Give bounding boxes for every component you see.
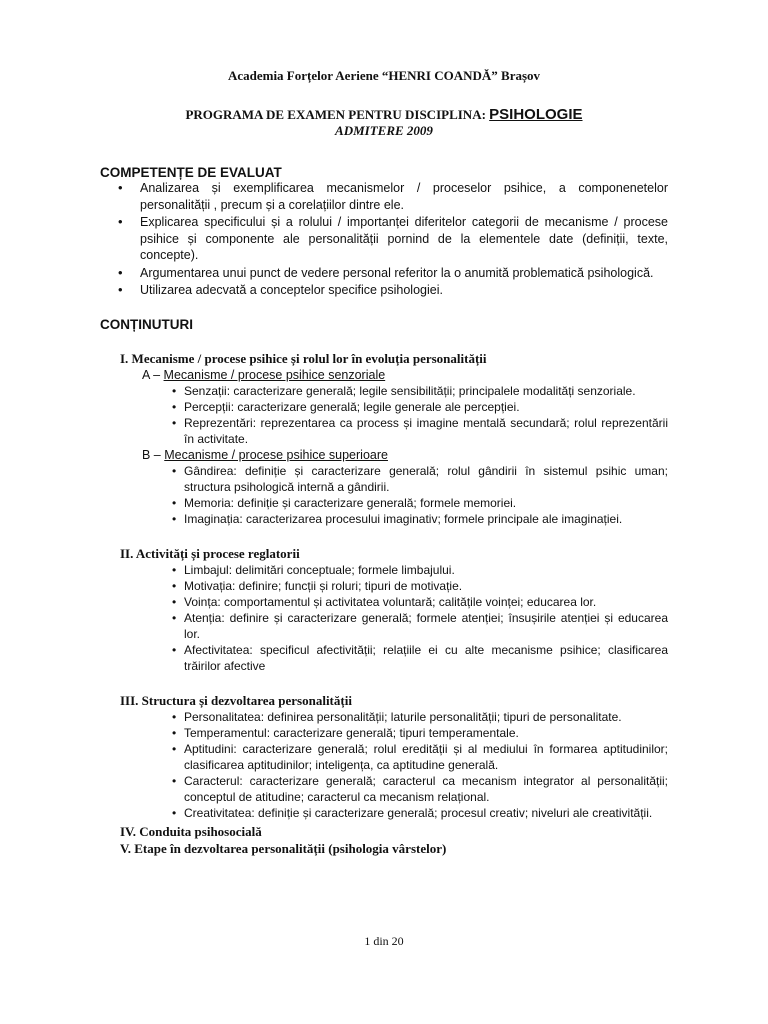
list-item: • Temperamentul: caracterizare generală; tipuri temperamentale. [184, 725, 668, 741]
competency-item: • Argumentarea unui punct de vedere personal referitor la o anumită problematică psihologică. [140, 265, 668, 282]
list-item: • Creativitatea: definiție și caracterizare generală; procesul creativ; niveluri ale creativității. [184, 805, 668, 821]
competencies-heading: COMPETENȚE DE EVALUAT [100, 165, 282, 180]
list-item: • Gândirea: definiție și caracterizare generală; rolul gândirii în sistemul psihic uman; structura psihologică internă a gândirii. [184, 463, 668, 495]
list-item: • Atenția: definire și caracterizare generală; formele atenției; însușirile atenției și educarea lor. [184, 610, 668, 642]
competency-item: • Analizarea și exemplificarea mecanismelor / proceselor psihice, a componenetelor personalității , precum și a corelațiilor dintre ele. [140, 180, 668, 213]
list-item: • Percepții: caracterizare generală; legile generale ale percepției. [184, 399, 668, 415]
chapter-2-list [100, 562, 668, 674]
chapter-5-title: V. Etape în dezvoltarea personalității (psihologia vârstelor) [120, 840, 447, 856]
chapter-4-title: IV. Conduita psihosocială [120, 823, 262, 839]
group-a-heading [142, 367, 668, 383]
admission-year: ADMITERE 2009 [335, 123, 433, 138]
list-item: • Senzații: caracterizare generală; legile sensibilității; principalele modalități senzoriale. [184, 383, 668, 399]
competency-item: • Utilizarea adecvată a conceptelor specifice psihologiei. [140, 282, 668, 299]
group-b-label: Mecanisme / procese psihice superioare [164, 447, 388, 462]
group-b-heading [142, 447, 668, 463]
list-item: • Motivația: definire; funcții și roluri; tipuri de motivație. [184, 578, 668, 594]
list-item: • Imaginația: caracterizarea procesului imaginativ; formele principale ale imaginației. [184, 511, 668, 527]
group-b-prefix: B – [142, 447, 165, 462]
list-item: • Reprezentări: reprezentarea ca process și imagine mentală secundară; rolul reprezentării în activitate. [184, 415, 668, 447]
group-a-list [100, 383, 668, 447]
list-item: • Personalitatea: definirea personalității; laturile personalității; tipuri de personalitate. [184, 709, 668, 725]
program-title-prefix: PROGRAMA DE EXAMEN PENTRU DISCIPLINA: [185, 107, 490, 122]
chapter-3-list [100, 709, 668, 821]
list-item: • Caracterul: caracterizare generală; caracterul ca mecanism integrator al personalității; conceptul de atitudine; caracterul ca mecanism relațional. [184, 773, 668, 805]
list-item: • Memoria: definiție și caracterizare generală; formele memoriei. [184, 495, 668, 511]
group-b-list [100, 463, 668, 527]
group-a-label: Mecanisme / procese psihice senzoriale [163, 367, 386, 382]
competency-item: • Explicarea specificului și a rolului / importanței diferitelor categorii de mecanisme / procese psihice și componente ale personalității pornind de la elementele date (definiții, texte, concepte). [140, 214, 668, 264]
institution-header: Academia Forțelor Aeriene “HENRI COANDĂ” Brașov [227, 68, 541, 83]
list-item: • Afectivitatea: specificul afectivității; relațiile ei cu alte mecanisme psihice; clasificarea trăirilor afective [184, 642, 668, 674]
subject-name: PSIHOLOGIE [489, 106, 583, 123]
list-item: • Voința: comportamentul și activitatea voluntară; calitățile voinței; educarea lor. [184, 594, 668, 610]
chapter-1-title: I. Mecanisme / procese psihice și rolul lor în evoluția personalității [120, 350, 487, 366]
page-number: 1 din 20 [364, 934, 404, 948]
chapter-3-title: III. Structura și dezvoltarea personalității [120, 692, 352, 708]
contents-heading: CONȚINUTURI [100, 316, 193, 332]
document-page [100, 60, 668, 857]
group-a-prefix: A – [142, 367, 164, 382]
program-title [100, 106, 668, 123]
list-item: • Aptitudini: caracterizare generală; rolul eredității și al mediului în formarea aptitudinilor; clasificarea aptitudinilor; inteligența, ca aptitudine generală. [184, 741, 668, 773]
competencies-list [100, 180, 668, 299]
list-item: • Limbajul: delimitări conceptuale; formele limbajului. [184, 562, 668, 578]
chapter-2-title: II. Activități și procese reglatorii [120, 545, 300, 561]
